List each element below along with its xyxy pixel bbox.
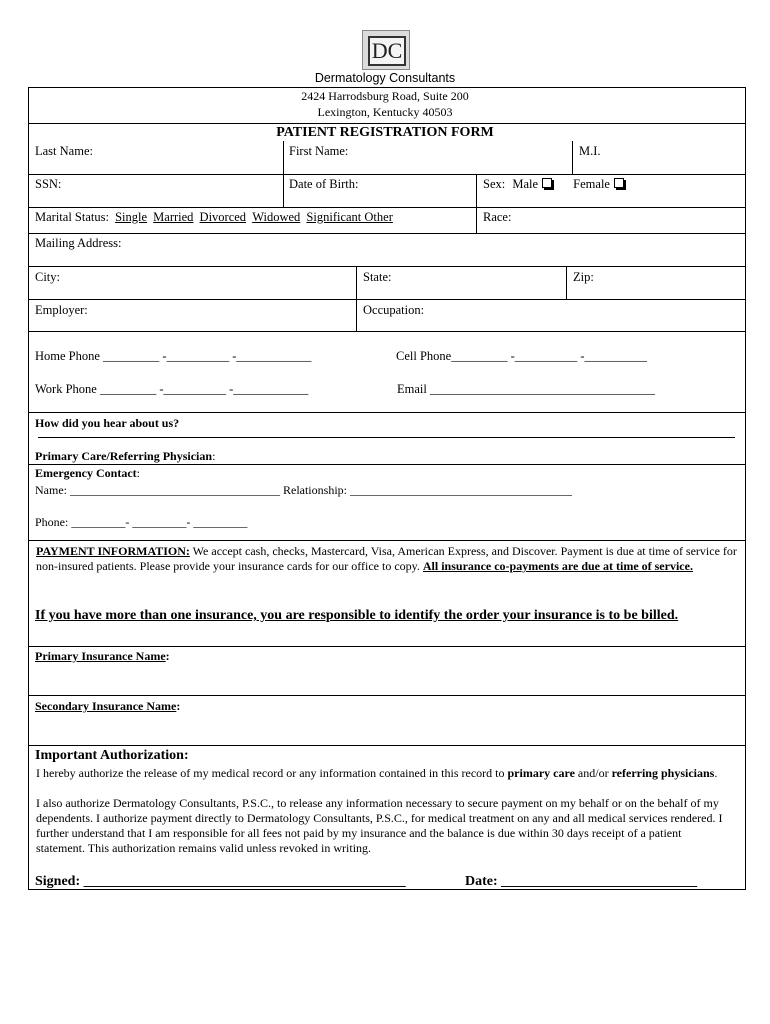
female-option: Female	[573, 177, 610, 191]
form-title: PATIENT REGISTRATION FORM	[276, 125, 494, 140]
address-line-2: Lexington, Kentucky 40503	[317, 105, 453, 119]
rule	[28, 299, 746, 300]
payment-information	[36, 544, 742, 574]
auth-text-e: .	[714, 766, 718, 780]
rule	[566, 266, 567, 299]
auth-text-a: I hereby authorize the release of my medical record or any information contained in this record to	[36, 766, 508, 780]
dob-label: Date of Birth:	[289, 177, 359, 191]
payment-text: We accept cash, checks, Mastercard, Visa, American Express, and Discover. Payment is due at time of service for non-insured patients. Please provide your insurance cards for our office to copy.	[36, 544, 737, 573]
primary-insurance-label: Primary Insurance Name	[35, 649, 166, 663]
practice-logo	[362, 30, 410, 70]
rule	[28, 266, 746, 267]
work-phone-field[interactable]: Work Phone _________ -__________ -____________	[35, 382, 309, 396]
rule	[476, 174, 477, 233]
female-checkbox[interactable]	[614, 178, 624, 188]
marital-status-label: Marital Status:	[35, 210, 109, 224]
auth-text-c: and/or	[574, 766, 612, 780]
male-option: Male	[512, 177, 539, 191]
hear-about-us-label: How did you hear about us?	[35, 416, 180, 430]
primary-insurance-field	[35, 649, 170, 664]
middle-initial-label: M.I.	[579, 144, 601, 158]
primary-insurance-colon: :	[165, 649, 170, 663]
rule	[356, 266, 357, 331]
sex-label: Sex:	[483, 177, 506, 191]
rule	[28, 233, 746, 234]
rule	[28, 646, 746, 647]
emergency-phone-field[interactable]: Phone: _________- _________- _________	[35, 515, 248, 529]
marital-option-married[interactable]: Married	[153, 210, 194, 224]
emergency-name-relationship-field[interactable]: Name: ___________________________________ Relationship: _____________________________________	[35, 483, 572, 497]
emergency-contact-field	[35, 466, 140, 481]
rule	[283, 141, 284, 207]
address-line-1: 2424 Harrodsburg Road, Suite 200	[301, 89, 469, 103]
authorization-paragraph-2: I also authorize Dermatology Consultants, P.S.C., to release any information necessary to secure payment on my behalf or on the behalf of my dependents. I authorize payment directly to Dermatology Consultants, P.S.C., for medical treatment on any and all medical services rendered. I further understand that I am responsible for all fees not paid by my insurance and the balance is due within 30 days receipt of a patient statement. This authorization remains valid unless revoked in writing.	[36, 796, 723, 855]
multiple-insurance-notice: If you have more than one insurance, you are responsible to identify the order your insurance is to be billed.	[35, 608, 679, 623]
male-checkbox[interactable]	[542, 178, 552, 188]
signature-field[interactable]: Signed: ______________________________________________	[35, 874, 406, 889]
race-label: Race:	[483, 210, 512, 224]
email-field[interactable]: Email ____________________________________	[397, 382, 655, 396]
rule	[28, 464, 746, 465]
marital-option-significant-other[interactable]: Significant Other	[306, 210, 393, 224]
auth-text-referring: referring physicians	[611, 766, 715, 780]
last-name-label: Last Name:	[35, 144, 93, 158]
auth-text-primary-care: primary care	[507, 766, 575, 780]
payment-heading: PAYMENT INFORMATION:	[36, 544, 190, 558]
emergency-contact-colon: :	[136, 466, 140, 480]
logo-letters: DC	[368, 36, 406, 66]
mailing-address-label: Mailing Address:	[35, 236, 122, 250]
rule	[28, 745, 746, 746]
marital-option-widowed[interactable]: Widowed	[252, 210, 301, 224]
rule	[28, 695, 746, 696]
rule	[28, 123, 746, 124]
occupation-label: Occupation:	[363, 303, 425, 317]
rule	[28, 540, 746, 541]
sex-field	[483, 177, 624, 192]
practice-name: Dermatology Consultants	[314, 71, 456, 85]
marital-status-field	[35, 210, 393, 225]
secondary-insurance-field	[35, 699, 180, 714]
emergency-contact-label: Emergency Contact	[35, 466, 137, 480]
rule	[28, 412, 746, 413]
primary-care-field	[35, 449, 215, 464]
authorization-paragraph-1	[36, 766, 726, 781]
home-phone-field[interactable]: Home Phone _________ -__________ -____________	[35, 349, 312, 363]
ssn-label: SSN:	[35, 177, 62, 191]
state-label: State:	[363, 270, 392, 284]
first-name-label: First Name:	[289, 144, 349, 158]
secondary-insurance-label: Secondary Insurance Name	[35, 699, 177, 713]
employer-label: Employer:	[35, 303, 88, 317]
copay-notice: All insurance co-payments are due at time of service.	[422, 559, 693, 573]
marital-option-single[interactable]: Single	[115, 210, 148, 224]
rule	[28, 207, 746, 208]
primary-care-colon: :	[212, 449, 216, 463]
rule	[28, 331, 746, 332]
city-label: City:	[35, 270, 61, 284]
zip-label: Zip:	[573, 270, 594, 284]
primary-care-label: Primary Care/Referring Physician	[35, 449, 213, 463]
date-field[interactable]: Date: ____________________________	[465, 874, 698, 889]
marital-option-divorced[interactable]: Divorced	[199, 210, 247, 224]
hear-about-us-line[interactable]	[38, 437, 735, 438]
cell-phone-field[interactable]: Cell Phone_________ -__________ -__________	[396, 349, 648, 363]
rule	[572, 141, 573, 174]
rule	[28, 174, 746, 175]
authorization-heading: Important Authorization:	[35, 748, 189, 763]
secondary-insurance-colon: :	[176, 699, 181, 713]
